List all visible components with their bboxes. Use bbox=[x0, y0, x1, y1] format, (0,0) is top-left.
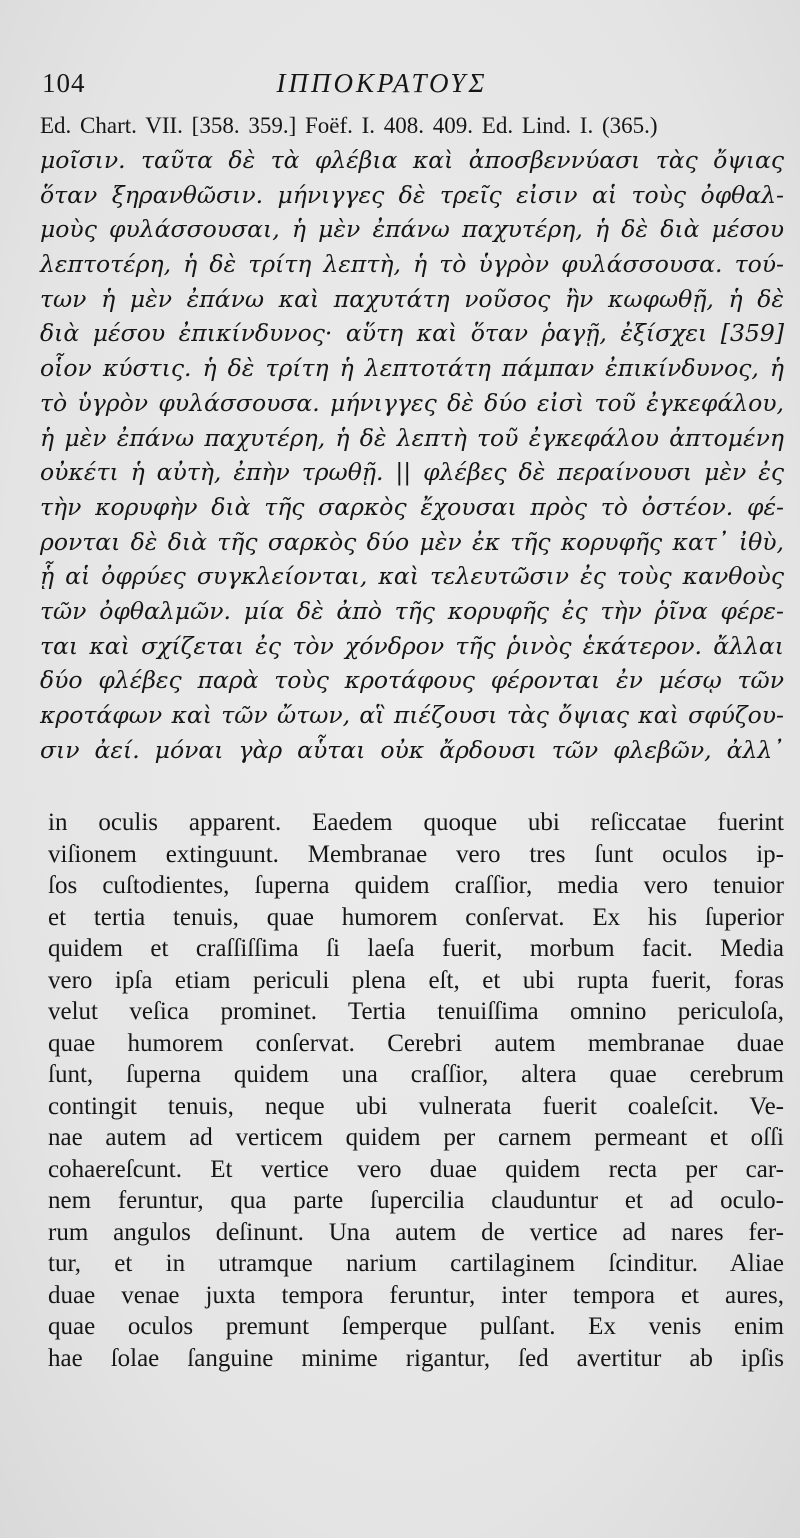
latin-line: ſunt, ſuperna quidem una craſſior, altera quae cerebrum bbox=[48, 1061, 784, 1088]
greek-line: διὰ μέσου ἐπικίνδυνος· αὕτη καὶ ὅταν ῥαγῇ, ἐξίσχει [359] bbox=[40, 319, 784, 348]
greek-line: μοὺς φυλάσσουσαι, ἡ μὲν ἐπάνω παχυτέρη, ἡ δὲ διὰ μέσου bbox=[40, 215, 784, 244]
greek-line: τὴν κορυφὴν διὰ τῆς σαρκὸς ἔχουσαι πρὸς τὸ ὀστέον. φέ- bbox=[40, 492, 784, 521]
greek-line: οἷον κύστις. ἡ δὲ τρίτη ἡ λεπτοτάτη πάμπαν ἐπικίνδυνος, ἡ bbox=[40, 354, 784, 383]
latin-line: et tertia tenuis, quae humorem conſervat. Ex his ſuperior bbox=[48, 903, 784, 931]
greek-line: ὅταν ξηρανθῶσιν. μήνιγγες δὲ τρεῖς εἰσιν αἱ τοὺς ὀφθαλ- bbox=[40, 180, 784, 209]
latin-line: in oculis apparent. Eaedem quoque ubi reſiccatae fuerint bbox=[48, 809, 784, 836]
greek-line: τὸ ὑγρὸν φυλάσσουσα. μήνιγγες δὲ δύο εἰσὶ τοῦ ἐγκεφάλου, bbox=[40, 388, 784, 417]
greek-line: ται καὶ σχίζεται ἐς τὸν χόνδρον τῆς ῥινὸς ἑκάτερον. ἄλλαι bbox=[40, 631, 784, 660]
latin-line: rum angulos deſinunt. Una autem de vertice ad nares fer- bbox=[48, 1218, 784, 1246]
greek-line: σιν ἀεί. μόναι γὰρ αὗται οὐκ ἄρδουσι τῶν φλεβῶν, ἀλλ᾽ bbox=[40, 735, 784, 764]
latin-line: tur, et in utramque narium cartilaginem ſcinditur. Aliae bbox=[48, 1250, 784, 1277]
greek-line: κροτάφων καὶ τῶν ὤτων, αἳ πιέζουσι τὰς ὄψιας καὶ σφύζου- bbox=[40, 701, 784, 729]
latin-line: cohaereſcunt. Et vertice vero duae quidem recta per car- bbox=[48, 1155, 784, 1183]
running-head: ΙΠΠΟΚΡΑΤΟΥΣ bbox=[276, 68, 488, 98]
latin-line: velut veſica prominet. Tertia tenuiſſima omnino periculoſa, bbox=[48, 998, 784, 1025]
latin-line: viſionem extinguunt. Membranae vero tres ſunt oculos ip- bbox=[48, 840, 784, 868]
latin-line: nem feruntur, qua parte ſupercilia clauduntur et ad oculo- bbox=[48, 1187, 784, 1214]
greek-line: τῶν ὀφθαλμῶν. μία δὲ ἀπὸ τῆς κορυφῆς ἐς τὴν ῥῖνα φέρε- bbox=[40, 596, 784, 625]
greek-line: ἡ μὲν ἐπάνω παχυτέρη, ἡ δὲ λεπτὴ τοῦ ἐγκεφάλου ἀπτομένη bbox=[40, 423, 784, 452]
page-number: 104 bbox=[42, 68, 86, 98]
latin-line: quae humorem conſervat. Cerebri autem membranae duae bbox=[48, 1029, 784, 1057]
greek-text-block bbox=[40, 143, 784, 767]
greek-line: ρονται δὲ διὰ τῆς σαρκὸς δύο μὲν ἐκ τῆς κορυφῆς κατ᾽ ἰθὺ, bbox=[40, 527, 784, 556]
latin-line: hae ſolae ſanguine minime rigantur, ſed avertitur ab ipſis bbox=[48, 1344, 784, 1372]
section-divider-space bbox=[40, 792, 784, 794]
greek-line: λεπτοτέρη, ἡ δὲ τρίτη λεπτὴ, ἡ τὸ ὑγρὸν φυλάσσουσα. τού- bbox=[40, 250, 784, 279]
greek-line: ᾗ αἱ ὀφρύες συγκλείονται, καὶ τελευτῶσιν ἐς τοὺς κανθοὺς bbox=[40, 562, 784, 591]
latin-line: quae oculos premunt ſemperque pulſant. Ex venis enim bbox=[48, 1313, 784, 1340]
latin-line: vero ipſa etiam periculi plena eſt, et ubi rupta fuerit, foras bbox=[48, 966, 784, 994]
latin-line: nae autem ad verticem quidem per carnem permeant et oſſi bbox=[48, 1124, 784, 1151]
greek-line: των ἡ μὲν ἐπάνω καὶ παχυτάτη νοῦσος ἢν κωφωθῇ, ἡ δὲ bbox=[40, 284, 784, 313]
greek-line: δύο φλέβες παρὰ τοὺς κροτάφους φέρονται ἐν μέσῳ τῶν bbox=[40, 666, 784, 695]
greek-line: μοῖσιν. ταῦτα δὲ τὰ φλέβια καὶ ἀποσβεννύασι τὰς ὄψιας bbox=[40, 146, 784, 174]
latin-text-block bbox=[48, 807, 784, 1374]
latin-line: duae venae juxta tempora feruntur, inter tempora et aures, bbox=[48, 1281, 784, 1309]
edition-reference-line: Ed. Chart. VII. [358. 359.] Foëf. I. 408. 409. Ed. Lind. I. (365.) bbox=[40, 113, 658, 138]
latin-line: contingit tenuis, neque ubi vulnerata fuerit coaleſcit. Ve- bbox=[48, 1092, 784, 1120]
latin-line: ſos cuſtodientes, ſuperna quidem craſſior, media vero tenuior bbox=[48, 872, 784, 899]
latin-line: quidem et craſſiſſima ſi laeſa fuerit, morbum facit. Media bbox=[48, 935, 784, 962]
greek-line: οὐκέτι ἡ αὐτὴ, ἐπὴν τρωθῇ. || φλέβες δὲ περαίνουσι μὲν ἐς bbox=[40, 458, 784, 487]
